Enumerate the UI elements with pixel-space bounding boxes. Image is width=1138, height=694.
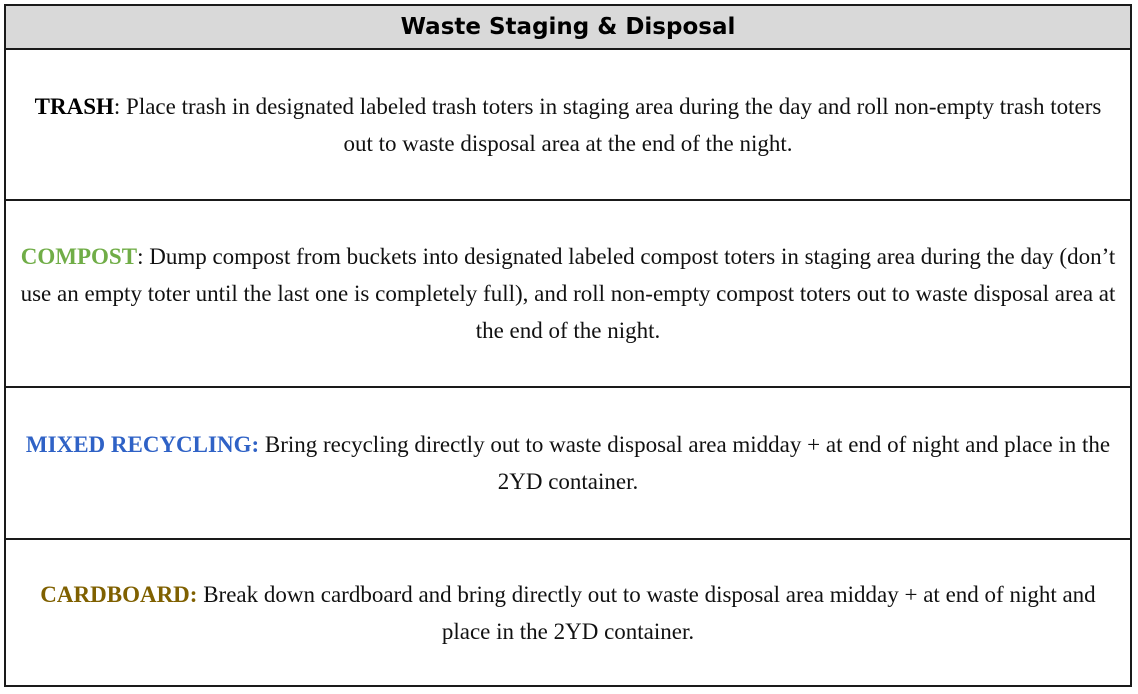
table-header	[6, 6, 1130, 50]
trash-row	[6, 50, 1130, 201]
cardboard-text: Break down cardboard and bring directly out to waste disposal area midday + at end of night and place in the 2YD container.	[203, 581, 1096, 644]
cardboard-label: CARDBOARD:	[40, 581, 198, 607]
mixed-recycling-instructions	[18, 426, 1118, 500]
trash-instructions	[18, 88, 1118, 162]
mixed-recycling-text: Bring recycling directly out to waste disposal area midday + at end of night and place in the 2YD container.	[264, 432, 1111, 494]
compost-text: Dump compost from buckets into designated labeled compost toters in staging area during the day (don’t use an empty toter until the last one is completely full), and roll non-empty compost toters out to waste disposal area at the end of the night.	[20, 244, 1116, 343]
mixed-recycling-row	[6, 388, 1130, 540]
waste-staging-table	[4, 4, 1132, 687]
trash-text: Place trash in designated labeled trash toters in staging area during the day and roll non-empty trash toters out to waste disposal area at the end of the night.	[126, 93, 1102, 156]
compost-instructions	[18, 238, 1118, 349]
mixed-recycling-label: MIXED RECYCLING:	[25, 432, 260, 457]
cardboard-instructions	[18, 576, 1118, 650]
compost-label: COMPOST	[20, 244, 138, 269]
compost-row	[6, 201, 1130, 388]
compost-separator: :	[137, 244, 150, 269]
trash-separator: :	[113, 93, 127, 119]
table-title: Waste Staging & Disposal	[400, 14, 736, 40]
trash-label: TRASH	[34, 93, 114, 119]
cardboard-row	[6, 540, 1130, 685]
